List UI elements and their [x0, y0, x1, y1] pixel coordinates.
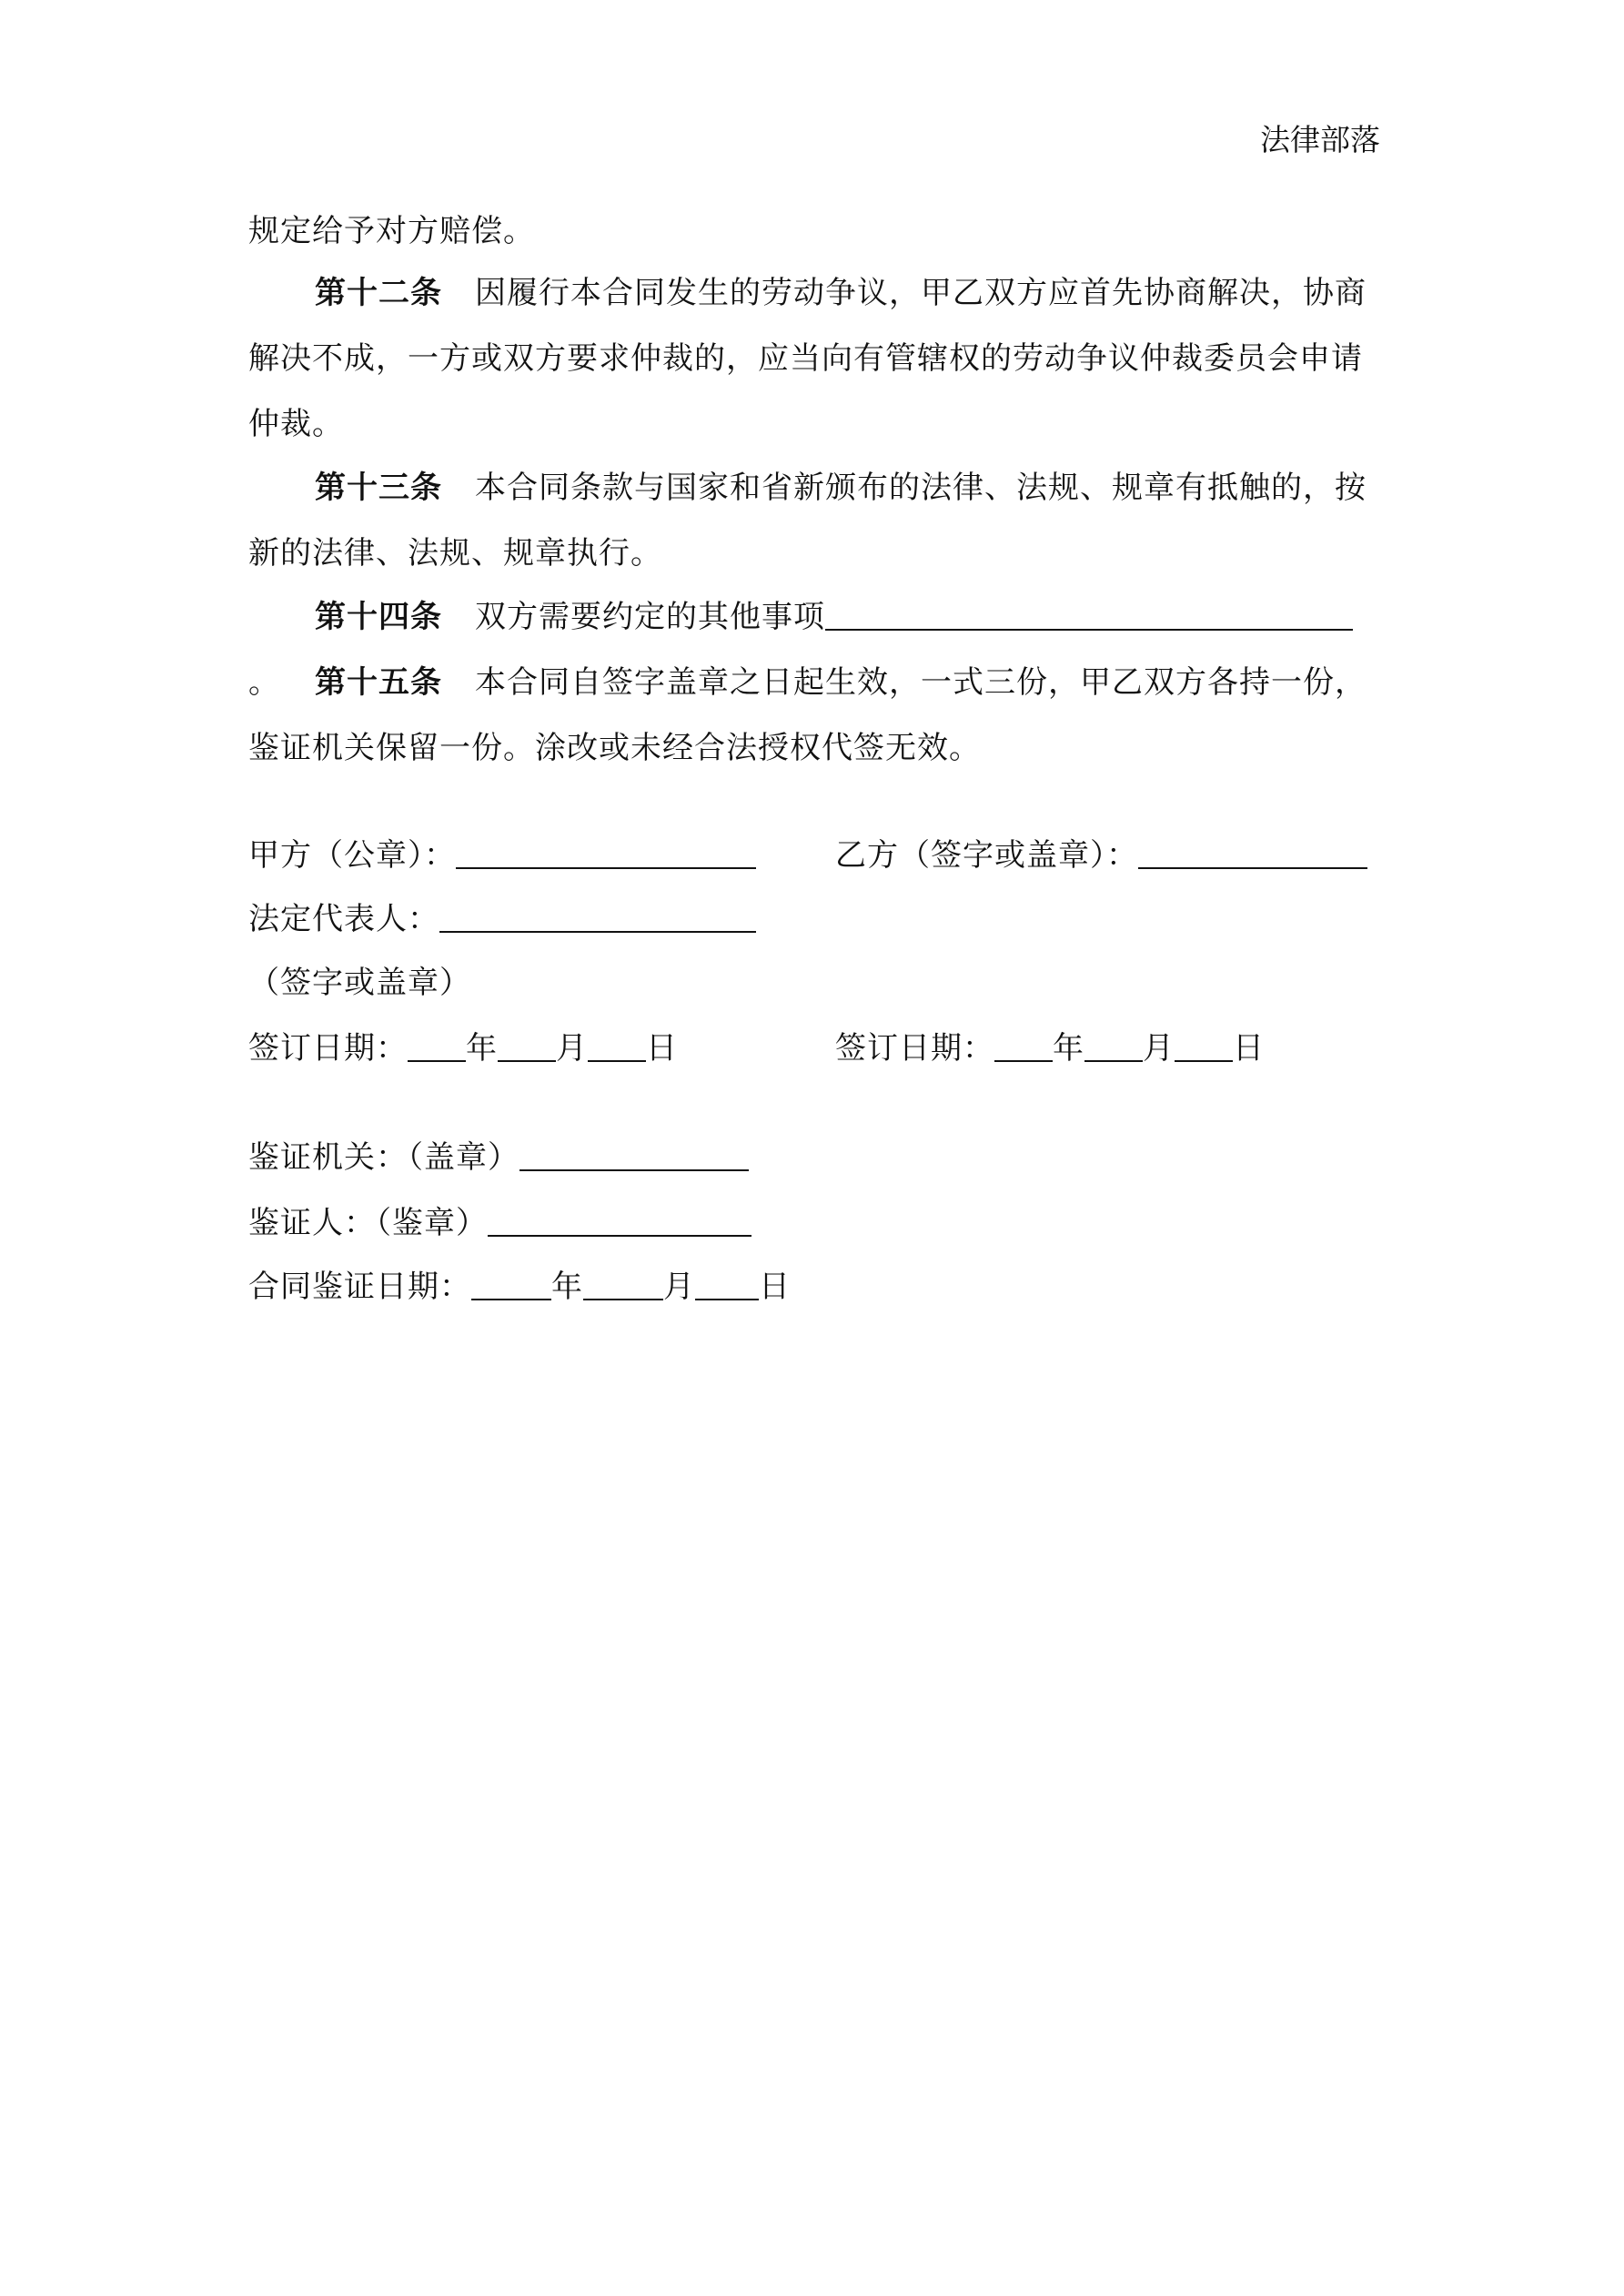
month-label-b: 月: [1143, 1030, 1175, 1067]
year-label-b: 年: [1053, 1030, 1084, 1067]
article-14-blank[interactable]: [825, 602, 1353, 631]
header-brand: 法律部落: [1260, 122, 1380, 157]
paragraph-continuation: 规定给予对方赔偿。: [248, 213, 535, 249]
day-blank-a[interactable]: [588, 1033, 646, 1062]
month-label-a: 月: [556, 1030, 588, 1067]
verification-authority-blank[interactable]: [519, 1142, 749, 1171]
article-13-text: 本合同条款与国家和省新颁布的法律、法规、规章有抵触的，按新的法律、法规、规章执行。: [248, 470, 1367, 571]
verification-month-label: 月: [663, 1269, 695, 1305]
legal-rep-blank[interactable]: [439, 904, 756, 933]
verification-year-label: 年: [551, 1269, 583, 1305]
month-blank-b[interactable]: [1084, 1033, 1143, 1062]
party-a-blank[interactable]: [456, 840, 756, 869]
party-b-line: [835, 830, 1367, 875]
article-13: [248, 455, 1379, 586]
article-12: [248, 260, 1379, 457]
party-b-label: 乙方（签字或盖章）：: [835, 837, 1138, 874]
verification-date-line: [248, 1261, 791, 1306]
article-12-text: 因履行本合同发生的劳动争议，甲乙双方应首先协商解决，协商解决不成，一方或双方要求仲裁的，应当向有管辖权的劳动争议仲裁委员会申请仲裁。: [248, 275, 1367, 442]
year-label-a: 年: [466, 1030, 498, 1067]
verifier-label: 鉴证人：（鉴章）: [248, 1205, 488, 1241]
day-blank-b[interactable]: [1175, 1033, 1233, 1062]
year-blank-b[interactable]: [994, 1033, 1053, 1062]
article-15: [248, 650, 1379, 781]
article-14-label: 第十四条: [315, 599, 442, 635]
verifier-line: [248, 1198, 751, 1242]
article-14-end: 。: [248, 664, 280, 701]
verification-date-label: 合同鉴证日期：: [248, 1269, 471, 1305]
party-a-sign-date: [248, 1023, 678, 1067]
sign-or-seal-note: （签字或盖章）: [248, 965, 471, 1001]
verification-year-blank[interactable]: [471, 1271, 551, 1300]
sign-date-label-a: 签订日期：: [248, 1030, 408, 1067]
article-15-text: 本合同自签字盖章之日起生效，一式三份，甲乙双方各持一份，鉴证机关保留一份。涂改或未经合法授权代签无效。: [248, 664, 1367, 766]
sign-date-label-b: 签订日期：: [835, 1030, 994, 1067]
day-label-b: 日: [1233, 1030, 1265, 1067]
party-a-label: 甲方（公章）：: [248, 837, 456, 874]
legal-rep-label: 法定代表人：: [248, 901, 439, 937]
party-b-blank[interactable]: [1138, 840, 1367, 869]
party-a-line: [248, 830, 756, 875]
year-blank-a[interactable]: [408, 1033, 466, 1062]
verification-day-blank[interactable]: [695, 1271, 759, 1300]
party-b-sign-date: [835, 1023, 1265, 1067]
verification-authority-label: 鉴证机关：（盖章）: [248, 1139, 519, 1176]
verification-day-label: 日: [759, 1269, 791, 1305]
legal-rep-line: [248, 894, 756, 938]
verification-authority-line: [248, 1132, 749, 1177]
day-label-a: 日: [646, 1030, 678, 1067]
article-13-label: 第十三条: [315, 470, 442, 506]
article-12-label: 第十二条: [315, 275, 442, 311]
verification-month-blank[interactable]: [583, 1271, 663, 1300]
article-15-label: 第十五条: [315, 664, 442, 701]
month-blank-a[interactable]: [498, 1033, 556, 1062]
article-14-text: 双方需要约定的其他事项: [475, 599, 825, 635]
verifier-blank[interactable]: [488, 1208, 751, 1237]
